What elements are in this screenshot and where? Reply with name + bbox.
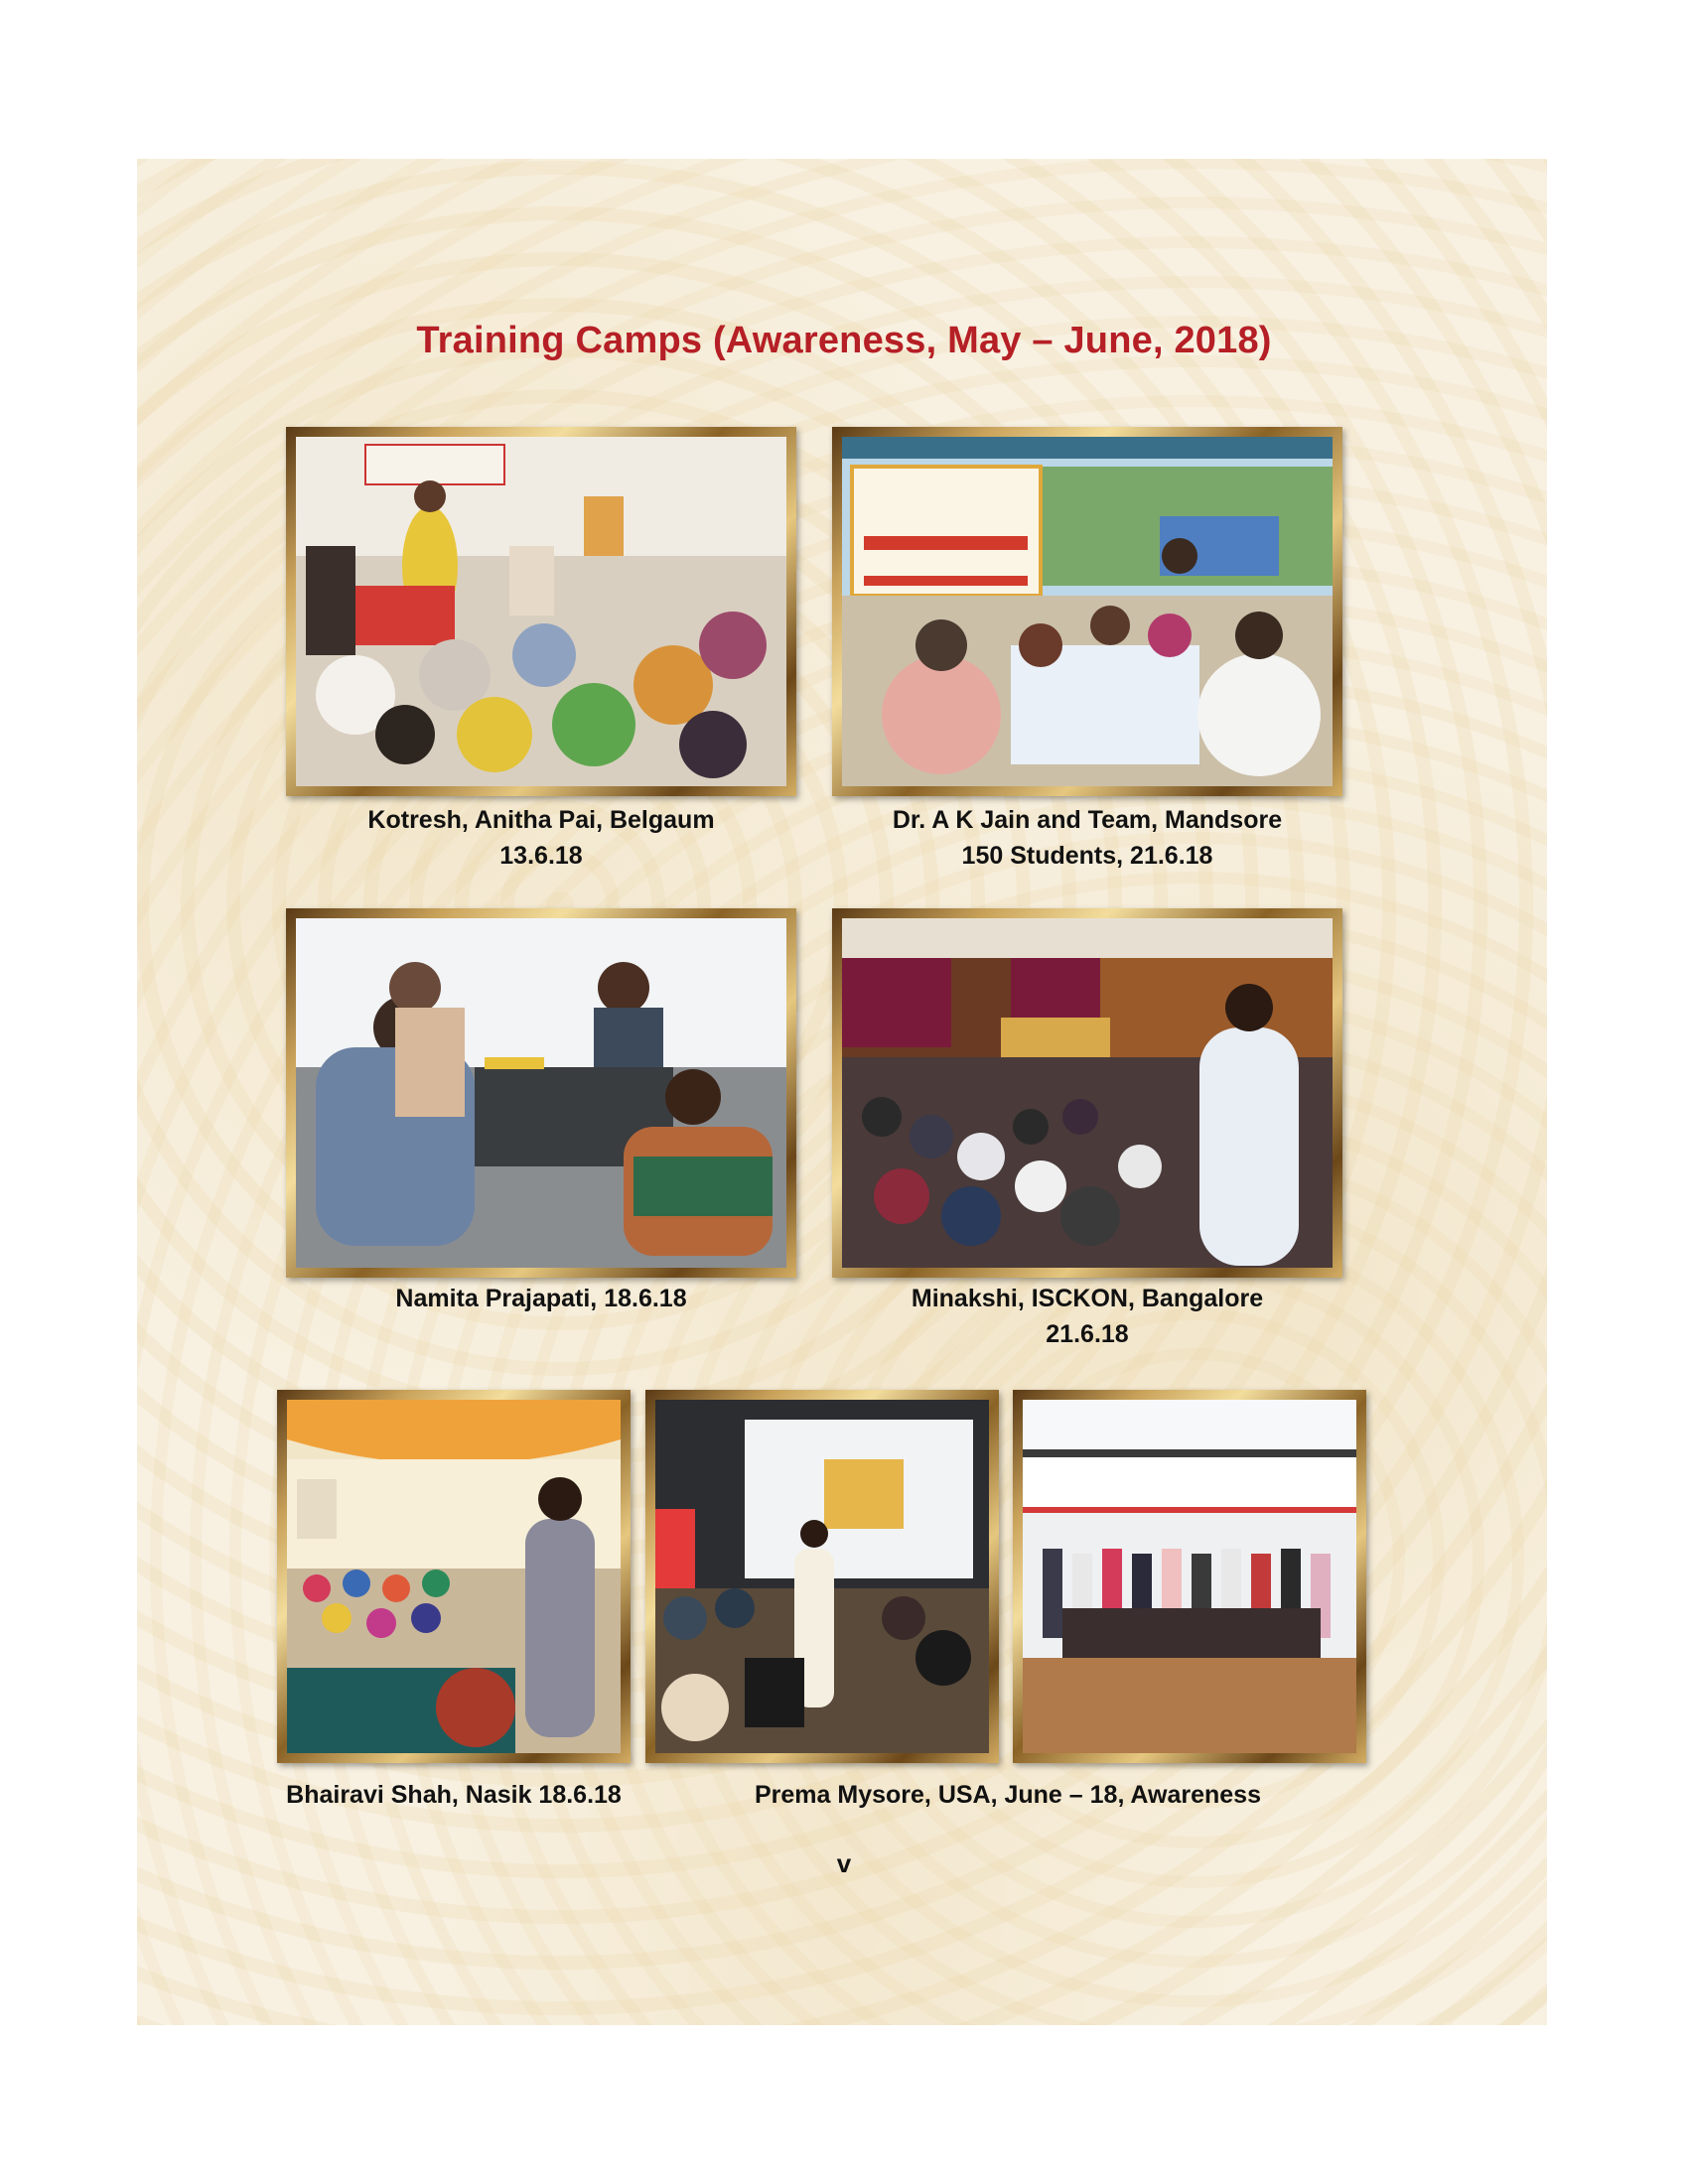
page-number: v (836, 1848, 852, 1878)
caption-isckon (832, 1281, 1342, 1352)
photo-frame-nasik (277, 1390, 631, 1763)
caption-nasik (257, 1777, 650, 1813)
photo-mandsore-camp (842, 437, 1333, 786)
photo-frame-belgaum (286, 427, 796, 796)
photo-frame-usa-presentation (645, 1390, 999, 1763)
caption-line: Namita Prajapati, 18.6.18 (395, 1285, 687, 1312)
photo-frame-usa-group (1013, 1390, 1366, 1763)
caption-line: Prema Mysore, USA, June – 18, Awareness (755, 1781, 1261, 1809)
caption-date: 21.6.18 (1046, 1320, 1129, 1348)
caption-line: Dr. A K Jain and Team, Mandsore (892, 806, 1283, 834)
photo-frame-mandsore (832, 427, 1342, 796)
photo-usa-presentation (655, 1400, 989, 1753)
caption-line: Bhairavi Shah, Nasik 18.6.18 (286, 1781, 622, 1809)
photo-belgaum-camp (296, 437, 786, 786)
caption-belgaum (286, 802, 796, 874)
caption-date: 150 Students, 21.6.18 (961, 842, 1213, 870)
photo-namita-session (296, 918, 786, 1268)
photo-frame-isckon (832, 908, 1342, 1278)
photo-frame-namita (286, 908, 796, 1278)
photo-usa-group (1023, 1400, 1356, 1753)
photo-isckon-session (842, 918, 1333, 1268)
caption-usa (685, 1777, 1331, 1813)
photo-nasik-session (287, 1400, 621, 1753)
caption-namita (286, 1281, 796, 1316)
page-title: Training Camps (Awareness, May – June, 2018) (416, 320, 1272, 361)
caption-date: 13.6.18 (499, 842, 583, 870)
caption-line: Minakshi, ISCKON, Bangalore (911, 1285, 1264, 1312)
caption-line: Kotresh, Anitha Pai, Belgaum (367, 806, 715, 834)
caption-mandsore (832, 802, 1342, 874)
